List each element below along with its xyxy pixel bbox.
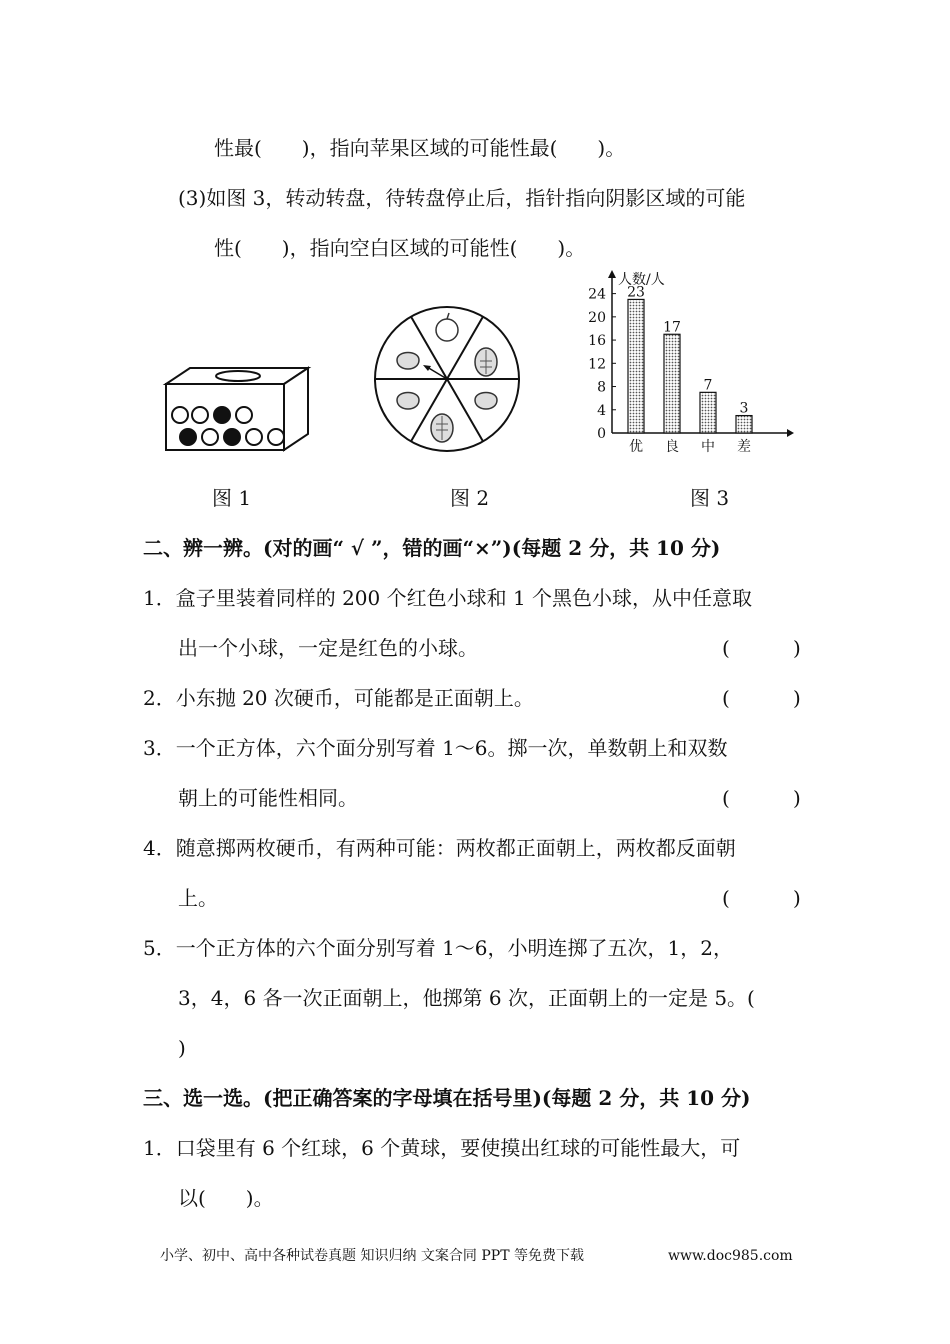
- answer-paren-close: ): [793, 886, 801, 910]
- y-tick-label: 12: [588, 356, 606, 373]
- figure-2-caption: 图 2: [450, 486, 490, 510]
- y-tick-label: 8: [597, 379, 606, 396]
- figure-2-fruit-spinner: [372, 304, 522, 454]
- bar: [700, 392, 716, 433]
- pineapple-icon: [475, 348, 497, 376]
- answer-paren-close: ): [793, 636, 801, 660]
- peach-icon: [475, 393, 497, 410]
- figure-3-bar-chart: [572, 268, 797, 460]
- y-tick-label: 24: [588, 286, 606, 303]
- answer-paren-open: (: [722, 636, 730, 660]
- section-3-heading: 三、选一选。(把正确答案的字母填在括号里)(每题 2 分，共 10 分): [143, 1086, 751, 1110]
- peach-icon: [397, 353, 419, 370]
- footer-url[interactable]: www.doc985.com: [668, 1248, 793, 1264]
- s2-question-2-line-1: 2．小东抛 20 次硬币，可能都是正面朝上。: [143, 686, 534, 710]
- category-label: 差: [737, 439, 751, 455]
- bar-value-label: 23: [627, 284, 645, 301]
- s2-question-5-line-2: 3，4，6 各一次正面朝上，他掷第 6 次，正面朝上的一定是 5。(: [178, 986, 755, 1010]
- y-tick-label: 16: [588, 333, 606, 350]
- bar-value-label: 3: [739, 400, 749, 417]
- pineapple-icon: [431, 414, 453, 442]
- s2-question-5-line-1: 5．一个正方体的六个面分别写着 1～6，小明连掷了五次，1，2，: [143, 936, 733, 960]
- figure-1-caption: 图 1: [212, 486, 252, 510]
- category-label: 优: [629, 439, 643, 455]
- peach-icon: [397, 393, 419, 410]
- q2-tail-line: 性最( )，指向苹果区域的可能性最( )。: [214, 136, 626, 160]
- bar: [736, 416, 752, 433]
- s2-question-1-line-1: 1．盒子里装着同样的 200 个红色小球和 1 个黑色小球，从中任意取: [143, 586, 753, 610]
- q3-line-1: (3)如图 3，转动转盘，待转盘停止后，指针指向阴影区域的可能: [178, 186, 746, 210]
- bar: [664, 334, 680, 433]
- x-axis-arrow: [787, 429, 794, 437]
- s2-question-4-line-2: 上。: [178, 886, 218, 910]
- answer-paren-open: (: [722, 786, 730, 810]
- s2-question-3-line-1: 3．一个正方体，六个面分别写着 1～6。掷一次，单数朝上和双数: [143, 736, 728, 760]
- q3-line-2: 性( )，指向空白区域的可能性( )。: [214, 236, 586, 260]
- s2-question-5-line-3: ): [178, 1036, 186, 1060]
- s3-question-1-line-1: 1．口袋里有 6 个红球，6 个黄球，要使摸出红球的可能性最大，可: [143, 1136, 741, 1160]
- category-label: 良: [665, 439, 679, 455]
- bar-value-label: 17: [663, 319, 681, 336]
- y-tick-label: 20: [588, 309, 606, 326]
- category-label: 中: [701, 439, 715, 455]
- s3-question-1-line-2: 以( )。: [178, 1186, 274, 1210]
- y-axis-arrow: [608, 270, 616, 278]
- y-axis-label: 人数/人: [618, 272, 665, 288]
- footer-text: 小学、初中、高中各种试卷真题 知识归纳 文案合同 PPT 等免费下载: [160, 1248, 584, 1264]
- s2-question-3-line-2: 朝上的可能性相同。: [178, 786, 358, 810]
- answer-paren-open: (: [722, 886, 730, 910]
- bar-value-label: 7: [703, 377, 713, 394]
- answer-paren-close: ): [793, 686, 801, 710]
- s2-question-1-line-2: 出一个小球，一定是红色的小球。: [178, 636, 478, 660]
- section-2-heading: 二、辨一辨。(对的画“ √ ”，错的画“×”)(每题 2 分，共 10 分): [143, 536, 721, 560]
- answer-paren-close: ): [793, 786, 801, 810]
- y-tick-label: 4: [597, 402, 606, 419]
- s2-question-4-line-1: 4．随意掷两枚硬币，有两种可能：两枚都正面朝上，两枚都反面朝: [143, 836, 736, 860]
- figure-1-ball-box: [160, 362, 315, 457]
- answer-paren-open: (: [722, 686, 730, 710]
- bar: [628, 299, 644, 433]
- figure-3-caption: 图 3: [690, 486, 730, 510]
- y-tick-label: 0: [597, 426, 606, 442]
